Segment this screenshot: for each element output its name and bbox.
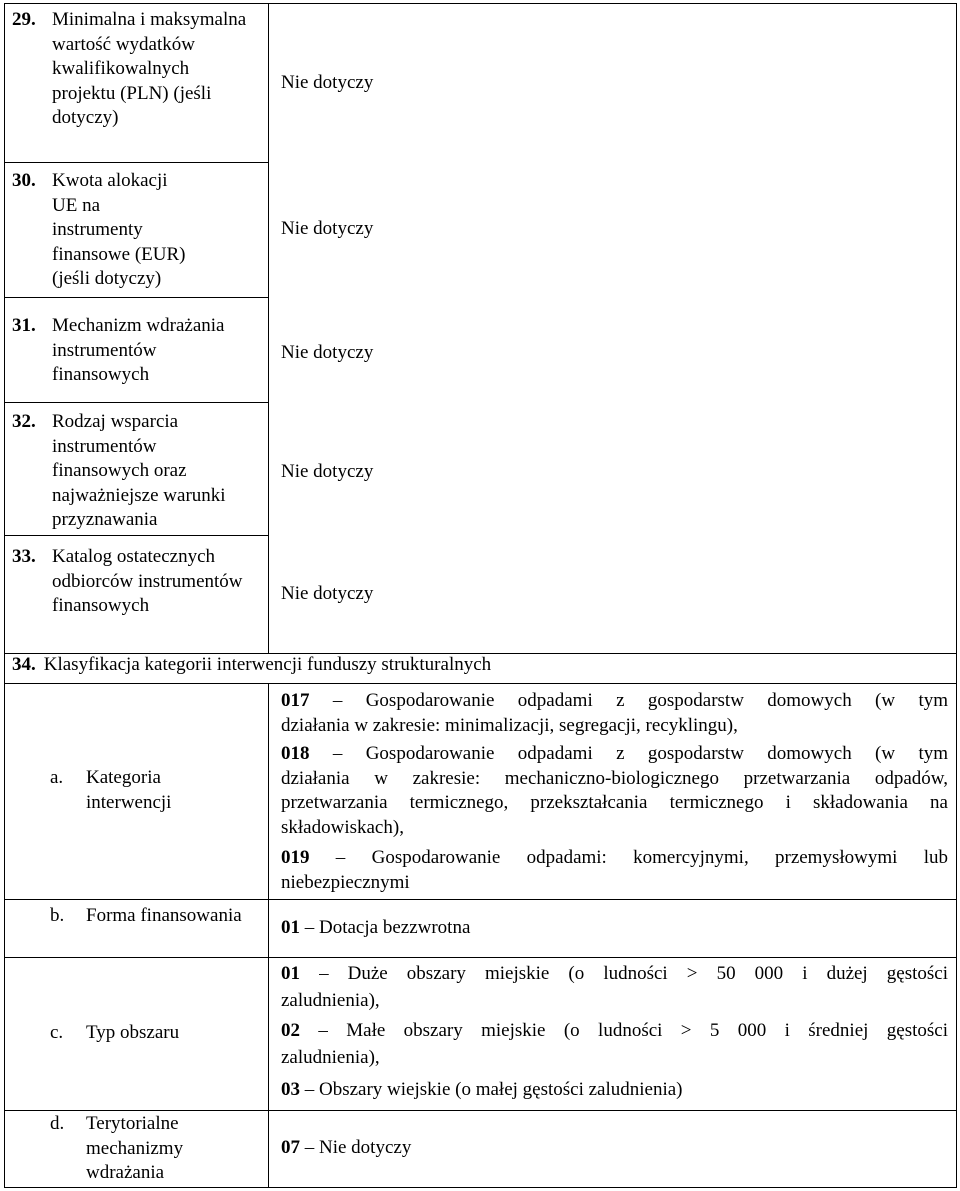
category-code: 02 xyxy=(281,1020,300,1041)
category-text-cont: działania w zakresie: minimalizacji, segregacji, recyklingu), xyxy=(281,714,738,736)
category-text: – Duże obszary miejskie (o ludności > 50 000 i dużej gęstości xyxy=(319,963,948,984)
category-item xyxy=(281,846,948,895)
row-divider xyxy=(4,402,268,403)
row-number: 30. xyxy=(12,170,36,191)
category-text-cont: zaludnienia), xyxy=(281,1047,380,1068)
category-code: 01 xyxy=(281,963,300,984)
category-item xyxy=(281,916,948,941)
row-value: Nie dotyczy xyxy=(281,342,374,363)
category-item xyxy=(281,689,948,738)
row-divider xyxy=(4,535,268,536)
category-code: 017 xyxy=(281,690,310,711)
sub-label-d xyxy=(50,1112,250,1186)
category-item xyxy=(281,960,948,1014)
sub-label-text: Forma finansowania xyxy=(86,905,242,926)
row-value: Nie dotyczy xyxy=(281,461,374,482)
section-title-text: Klasyfikacja kategorii interwencji funduszy strukturalnych xyxy=(43,654,492,675)
row-divider xyxy=(4,683,957,684)
row-number: 33. xyxy=(12,546,36,567)
category-text: – Małe obszary miejskie (o ludności > 5 000 i średniej gęstości xyxy=(318,1020,948,1041)
row-value: Nie dotyczy xyxy=(281,218,374,239)
sub-label-text: Kategoria interwencji xyxy=(86,767,172,813)
sub-label-b xyxy=(50,904,250,929)
section-title xyxy=(12,653,491,678)
row-divider xyxy=(4,899,957,900)
sub-letter: a. xyxy=(50,767,64,788)
sub-label-c xyxy=(50,1021,250,1046)
category-text-cont: działania w zakresie: mechaniczno-biologicznego przetwarzania odpadów, przetwarzania termicznego, przekształcania termicznego i składowania na składowiskach), xyxy=(281,767,948,838)
row-divider xyxy=(4,1110,957,1111)
column-divider xyxy=(268,3,269,653)
category-item xyxy=(281,1078,948,1103)
row-divider xyxy=(4,297,268,298)
category-text: – Gospodarowanie odpadami: komercyjnymi, przemysłowymi lub xyxy=(335,847,948,868)
row-label: Katalog ostatecznych odbiorców instrumentów finansowych xyxy=(52,546,243,616)
sub-label-text: Terytorialne mechanizmy wdrażania xyxy=(86,1113,184,1183)
sub-label-text: Typ obszaru xyxy=(86,1022,180,1043)
row-label: Mechanizm wdrażania instrumentów finansowych xyxy=(52,315,225,385)
category-code: 01 xyxy=(281,917,300,938)
sub-letter: c. xyxy=(50,1022,64,1043)
row-label: Minimalna i maksymalna wartość wydatków kwalifikowalnych projektu (PLN) (jeśli dotyczy) xyxy=(52,9,247,128)
category-code: 019 xyxy=(281,847,310,868)
sub-letter: b. xyxy=(50,905,65,926)
category-code: 07 xyxy=(281,1137,300,1158)
row-divider xyxy=(4,162,268,163)
row-value: Nie dotyczy xyxy=(281,583,374,604)
row-divider xyxy=(4,957,957,958)
row-number: 31. xyxy=(12,315,36,336)
row-value: Nie dotyczy xyxy=(281,72,374,93)
category-text-cont: zaludnienia), xyxy=(281,990,380,1011)
sub-label-a xyxy=(50,766,250,815)
category-item xyxy=(281,1136,948,1161)
category-text: – Dotacja bezzwrotna xyxy=(304,917,471,938)
category-code: 03 xyxy=(281,1079,300,1100)
category-item xyxy=(281,742,948,840)
category-text: – Nie dotyczy xyxy=(304,1137,412,1158)
category-text-cont: niebezpiecznymi xyxy=(281,871,410,893)
column-divider xyxy=(268,683,269,1188)
row-number: 29. xyxy=(12,9,36,30)
category-text: – Gospodarowanie odpadami z gospodarstw domowych (w tym xyxy=(332,690,949,711)
row-label: Kwota alokacji UE na instrumenty finansowe (EUR) (jeśli dotyczy) xyxy=(52,170,186,289)
row-label: Rodzaj wsparcia instrumentów finansowych oraz najważniejsze warunki przyznawania xyxy=(52,411,226,530)
row-number: 32. xyxy=(12,411,36,432)
category-code: 018 xyxy=(281,743,310,764)
sub-letter: d. xyxy=(50,1113,65,1134)
category-text: – Gospodarowanie odpadami z gospodarstw domowych (w tym xyxy=(332,743,949,764)
section-number: 34. xyxy=(12,654,36,675)
category-text: – Obszary wiejskie (o małej gęstości zaludnienia) xyxy=(304,1079,683,1100)
category-item xyxy=(281,1017,948,1071)
